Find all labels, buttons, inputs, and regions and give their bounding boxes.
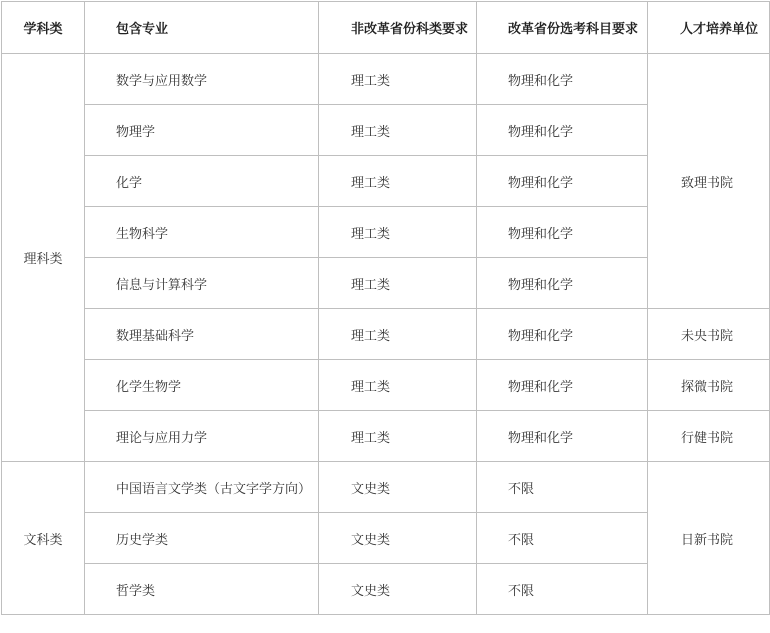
reform-req-cell: 物理和化学 (477, 54, 648, 105)
non-reform-req-cell: 理工类 (319, 105, 477, 156)
category-science: 理科类 (2, 54, 85, 462)
non-reform-req-cell: 文史类 (319, 513, 477, 564)
table-row (2, 309, 770, 360)
reform-req-cell: 物理和化学 (477, 207, 648, 258)
reform-req-cell: 物理和化学 (477, 105, 648, 156)
reform-req-cell: 物理和化学 (477, 156, 648, 207)
table-row (2, 462, 770, 513)
non-reform-req-cell: 理工类 (319, 258, 477, 309)
major-cell: 化学生物学 (85, 360, 319, 411)
reform-req-cell: 不限 (477, 564, 648, 615)
reform-req-cell: 物理和化学 (477, 258, 648, 309)
major-cell: 历史学类 (85, 513, 319, 564)
header-non-reform-req: 非改革省份科类要求 (319, 2, 477, 54)
unit-rixin: 日新书院 (648, 462, 770, 615)
non-reform-req-cell: 理工类 (319, 411, 477, 462)
non-reform-req-cell: 文史类 (319, 462, 477, 513)
table-row (2, 411, 770, 462)
major-cell: 信息与计算科学 (85, 258, 319, 309)
table-row (2, 360, 770, 411)
non-reform-req-cell: 理工类 (319, 360, 477, 411)
unit-zhili: 致理书院 (648, 54, 770, 309)
unit-xingjian: 行健书院 (648, 411, 770, 462)
major-cell: 理论与应用力学 (85, 411, 319, 462)
unit-tanwei: 探微书院 (648, 360, 770, 411)
major-cell: 化学 (85, 156, 319, 207)
header-unit: 人才培养单位 (648, 2, 770, 54)
table-header-row (2, 2, 770, 54)
major-cell: 物理学 (85, 105, 319, 156)
non-reform-req-cell: 理工类 (319, 54, 477, 105)
majors-table (1, 1, 770, 615)
major-cell: 生物科学 (85, 207, 319, 258)
major-cell: 中国语言文学类（古文字学方向） (85, 462, 319, 513)
non-reform-req-cell: 理工类 (319, 207, 477, 258)
reform-req-cell: 物理和化学 (477, 411, 648, 462)
major-cell: 数学与应用数学 (85, 54, 319, 105)
non-reform-req-cell: 理工类 (319, 309, 477, 360)
header-majors: 包含专业 (85, 2, 319, 54)
table-row (2, 54, 770, 105)
reform-req-cell: 物理和化学 (477, 309, 648, 360)
header-discipline: 学科类 (2, 2, 85, 54)
reform-req-cell: 不限 (477, 513, 648, 564)
reform-req-cell: 物理和化学 (477, 360, 648, 411)
non-reform-req-cell: 文史类 (319, 564, 477, 615)
major-cell: 数理基础科学 (85, 309, 319, 360)
major-cell: 哲学类 (85, 564, 319, 615)
category-liberal-arts: 文科类 (2, 462, 85, 615)
unit-weiyang: 未央书院 (648, 309, 770, 360)
reform-req-cell: 不限 (477, 462, 648, 513)
non-reform-req-cell: 理工类 (319, 156, 477, 207)
header-reform-req: 改革省份选考科目要求 (477, 2, 648, 54)
